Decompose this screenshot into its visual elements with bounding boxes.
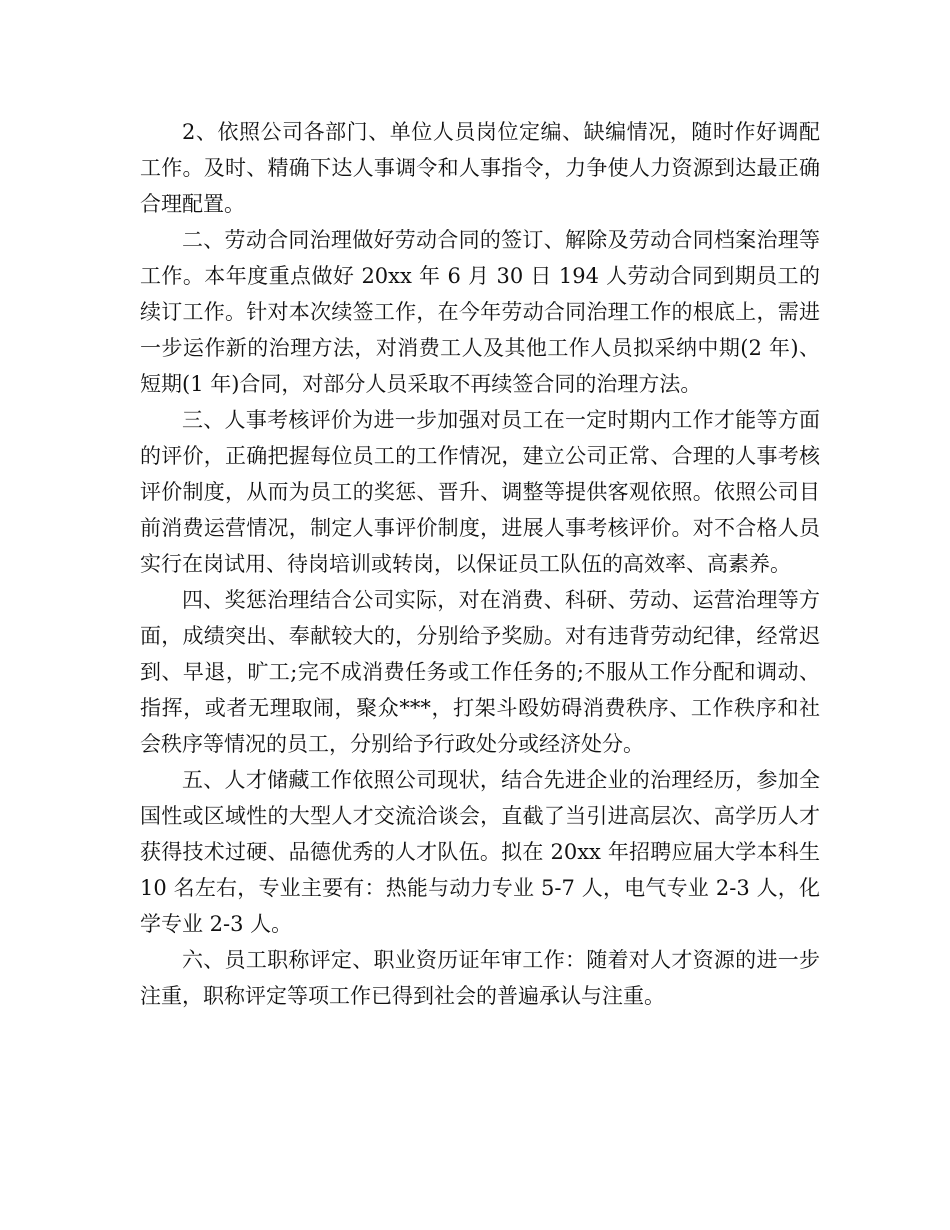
document-body bbox=[140, 114, 820, 1014]
paragraph-talent-reserve: 五、人才储藏工作依照公司现状，结合先进企业的治理经历，参加全国性或区域性的大型人才交流洽谈会，直截了当引进高层次、高学历人才获得技术过硬、品德优秀的人才队伍。拟在 20xx 年招聘应届大学本科生 10 名左右，专业主要有：热能与动力专业 5-7 人，电气专业 2-3 人，化学专业 2-3 人。 bbox=[140, 768, 820, 936]
paragraph-staffing-allocation: 2、依照公司各部门、单位人员岗位定编、缺编情况，随时作好调配工作。及时、精确下达人事调令和人事指令，力争使人力资源到达最正确合理配置。 bbox=[140, 120, 820, 216]
paragraph-title-evaluation: 六、员工职称评定、职业资历证年审工作：随着对人才资源的进一步注重，职称评定等项工作已得到社会的普遍承认与注重。 bbox=[140, 948, 820, 1008]
paragraph-rewards-penalties: 四、奖惩治理结合公司实际，对在消费、科研、劳动、运营治理等方面，成绩突出、奉献较大的，分别给予奖励。对有违背劳动纪律，经常迟到、早退，旷工;完不成消费任务或工作任务的;不服从工作分配和调动、指挥，或者无理取闹，聚众***，打架斗殴妨碍消费秩序、工作秩序和社会秩序等情况的员工，分别给予行政处分或经济处分。 bbox=[140, 588, 820, 756]
paragraph-personnel-evaluation: 三、人事考核评价为进一步加强对员工在一定时期内工作才能等方面的评价，正确把握每位员工的工作情况，建立公司正常、合理的人事考核评价制度，从而为员工的奖惩、晋升、调整等提供客观依照。依照公司目前消费运营情况，制定人事评价制度，进展人事考核评价。对不合格人员实行在岗试用、待岗培训或转岗，以保证员工队伍的高效率、高素养。 bbox=[140, 408, 820, 576]
paragraph-labor-contract-management: 二、劳动合同治理做好劳动合同的签订、解除及劳动合同档案治理等工作。本年度重点做好 20xx 年 6 月 30 日 194 人劳动合同到期员工的续订工作。针对本次续签工作，在今年劳动合同治理工作的根底上，需进一步运作新的治理方法，对消费工人及其他工作人员拟采纳中期(2 年)、短期(1 年)合同，对部分人员采取不再续签合同的治理方法。 bbox=[140, 228, 820, 396]
